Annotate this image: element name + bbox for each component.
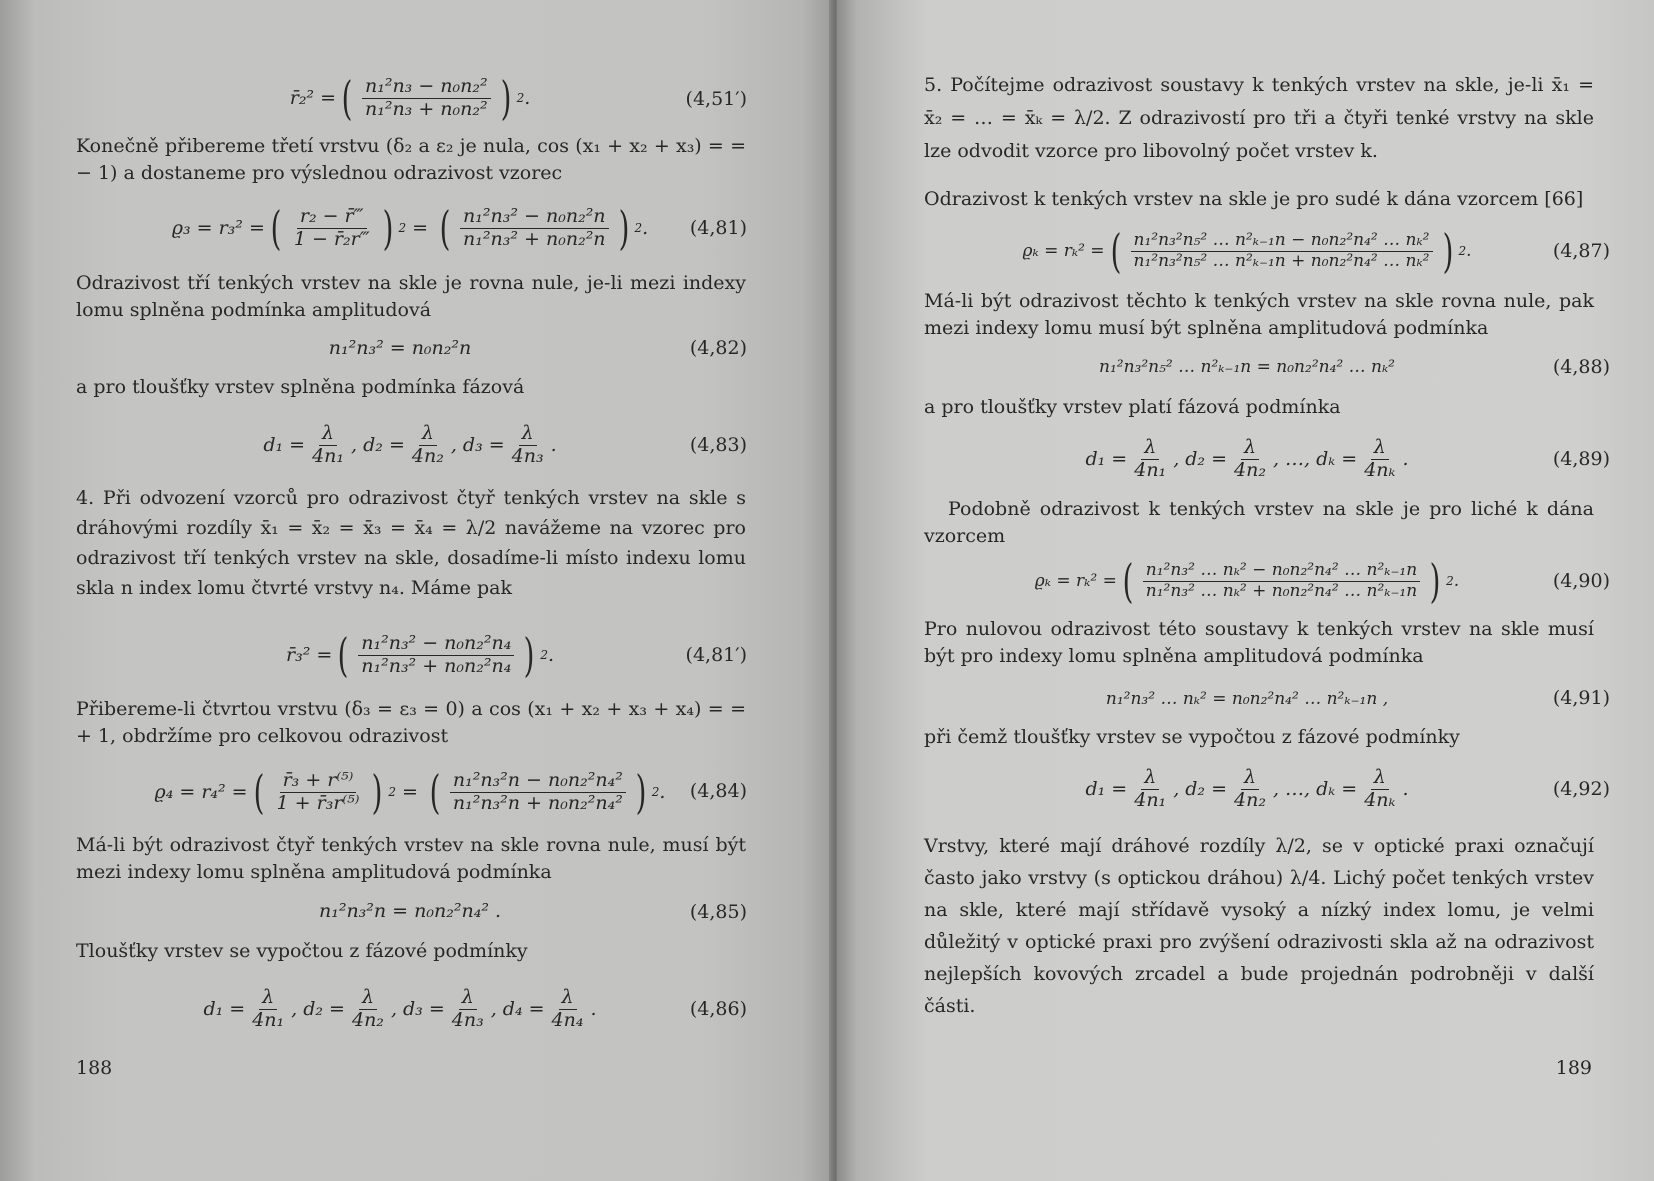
equation-4-81: ϱ₃ = r₃² = ( $\frac{\text{r₂ − r̄‴}}{\text{1 − r̄₂r‴}}$ ) 2 = ( $\frac{\text{n₁²n₃² − n₀n₂²n}}{\text{n₁²n₃² + n₀n₂²n}}$ ) 2 .	[171, 201, 649, 255]
equation-label: (4,91)	[1552, 687, 1610, 709]
equation-4-90: ϱₖ = rₖ² = ( $\frac{\text{n₁²n₃² … nₖ² − n₀n₂²n₄² … n²ₖ₋₁n}}{\text{n₁²n₃² … nₖ² + n₀n₂²n₄² … n²ₖ₋₁n}}$ ) 2 .	[1034, 554, 1460, 608]
paragraph: Odrazivost k tenkých vrstev na skle je pro sudé k dána vzorcem [66]	[924, 188, 1584, 210]
equation-4-51p: r̄₂² = ( $\frac{\text{n₁²n₃ − n₀n₂²}}{\text{n₁²n₃ + n₀n₂²}}$ ) 2 .	[289, 71, 531, 125]
equation-label: (4,88)	[1552, 356, 1610, 378]
equation-label: (4,89)	[1552, 448, 1610, 470]
equation-label: (4,82)	[689, 337, 747, 359]
page-number: 188	[76, 1057, 113, 1079]
equation-label: (4,81)	[689, 217, 747, 239]
equation-4-87: ϱₖ = rₖ² = ( $\frac{\text{n₁²n₃²n₅² … n²ₖ₋₁n − n₀n₂²n₄² … nₖ²}}{\text{n₁²n₃²n₅² … n²ₖ₋₁n + n₀n₂²n₄² … nₖ²}}$ ) 2 .	[1022, 224, 1472, 278]
paragraph: a pro tloušťky vrstev splněna podmínka fázová	[76, 376, 525, 398]
equation-label: (4,87)	[1552, 240, 1610, 262]
paragraph: Tloušťky vrstev se vypočtou z fázové podmínky	[76, 940, 528, 962]
paragraph: Odrazivost tří tenkých vrstev na skle je rovna nule, je-li mezi indexy lomu splněna podmínka amplitudová	[76, 272, 746, 321]
equation-4-88: n₁²n₃²n₅² … n²ₖ₋₁n = n₀n₂²n₄² … nₖ²	[1099, 357, 1395, 377]
paragraph: Má-li být odrazivost těchto k tenkých vrstev na skle rovna nule, pak mezi indexy lomu musí být splněna amplitudová podmínka	[924, 290, 1594, 339]
paragraph: Má-li být odrazivost čtyř tenkých vrstev na skle rovna nule, musí být mezi indexy lomu splněna amplitudová podmínka	[76, 834, 746, 883]
equation-4-86: d₁ = $\frac{\lambda}{\text{4n₁}}$ , d₂ = $\frac{\lambda}{\text{4n₂}}$ , d₃ = $\frac{\lambda}{\text{4n₃}}$ , d₄ = $\frac{\lambda}{\text{4n₄}}$ .	[203, 985, 597, 1031]
equation-label: (4,85)	[689, 901, 747, 923]
equation-label: (4,86)	[689, 998, 747, 1020]
equation-label: (4,51′)	[685, 88, 747, 110]
equation-label: (4,90)	[1552, 570, 1610, 592]
equation-4-89: d₁ = $\frac{\lambda}{\text{4n₁}}$ , d₂ = $\frac{\lambda}{\text{4n₂}}$ , …, dₖ = $\frac{\lambda}{\text{4nₖ}}$ .	[1085, 435, 1409, 481]
paragraph: Vrstvy, které mají dráhové rozdíly λ/2, se v optické praxi označují často jako vrstvy (s optickou dráhou) λ/4. Lichý počet tenkých vrstev na skle, které mají střídavě vysoký a nízký index lomu, je velmi důležitý v optické praxi pro zvýšení odrazivosti skla až na odrazivost nejlepších kovových zrcadel a bude projednán podrobněji v další části.	[924, 835, 1594, 1017]
paragraph: 5. Počítejme odrazivost soustavy k tenkých vrstev na skle, je-li x̄₁ = x̄₂ = … = x̄ₖ = λ/2. Z odrazivostí pro tři a čtyři tenké vrstvy na skle lze odvodit vzorce pro libovolný počet vrstev k.	[924, 74, 1594, 162]
paragraph: Podobně odrazivost k tenkých vrstev na skle je pro liché k dána vzorcem	[924, 498, 1594, 547]
equation-label: (4,92)	[1552, 778, 1610, 800]
equation-4-84: ϱ₄ = r₄² = ( $\frac{\text{r̄₃ + r⁽⁵⁾}}{\text{1 + r̄₃r⁽⁵⁾}}$ ) 2 = ( $\frac{\text{n₁²n₃²n − n₀n₂²n₄²}}{\text{n₁²n₃²n + n₀n₂²n₄²}}$ ) 2 .	[154, 765, 666, 819]
paragraph: Konečně přibereme třetí vrstvu (δ₂ a ε₂ je nula, cos (x₁ + x₂ + x₃) = = − 1) a dostaneme pro výslednou odrazivost vzorec	[76, 135, 746, 184]
equation-4-82: n₁²n₃² = n₀n₂²n	[328, 337, 472, 359]
paragraph: při čemž tloušťky vrstev se vypočtou z fázové podmínky	[924, 726, 1460, 748]
equation-label: (4,83)	[689, 434, 747, 456]
paragraph: 4. Při odvození vzorců pro odrazivost čtyř tenkých vrstev na skle s dráhovými rozdíly x̄₁ = x̄₂ = x̄₃ = x̄₄ = λ/2 navážeme na vzorec pro odrazivost tří tenkých vrstev na skle, dosadíme-li místo indexu lomu skla n index lomu čtvrté vrstvy n₄. Máme pak	[76, 487, 746, 599]
equation-label: (4,81′)	[685, 644, 747, 666]
equation-4-92: d₁ = $\frac{\lambda}{\text{4n₁}}$ , d₂ = $\frac{\lambda}{\text{4n₂}}$ , …, dₖ = $\frac{\lambda}{\text{4nₖ}}$ .	[1085, 765, 1409, 811]
paragraph: Pro nulovou odrazivost této soustavy k tenkých vrstev na skle musí být pro indexy lomu splněna amplitudová podmínka	[924, 618, 1594, 667]
equation-label: (4,84)	[689, 780, 747, 802]
equation-4-91: n₁²n₃² … nₖ² = n₀n₂²n₄² … n²ₖ₋₁n ,	[1105, 689, 1389, 709]
paragraph: Přibereme-li čtvrtou vrstvu (δ₃ = ε₃ = 0) a cos (x₁ + x₂ + x₃ + x₄) = = + 1, obdržíme pro celkovou odrazivost	[76, 698, 746, 747]
right-page	[837, 0, 1654, 1181]
equation-4-81p: r̄₃² = ( $\frac{\text{n₁²n₃² − n₀n₂²n₄}}{\text{n₁²n₃² + n₀n₂²n₄}}$ ) 2 .	[286, 628, 554, 682]
paragraph: a pro tloušťky vrstev platí fázová podmínka	[924, 396, 1341, 418]
page-number: 189	[1555, 1057, 1592, 1079]
equation-4-85: n₁²n₃²n = n₀n₂²n₄² .	[318, 900, 502, 922]
equation-4-83: d₁ = $\frac{\lambda}{\text{4n₁}}$ , d₂ = $\frac{\lambda}{\text{4n₂}}$ , d₃ = $\frac{\lambda}{\text{4n₃}}$ .	[263, 421, 557, 467]
